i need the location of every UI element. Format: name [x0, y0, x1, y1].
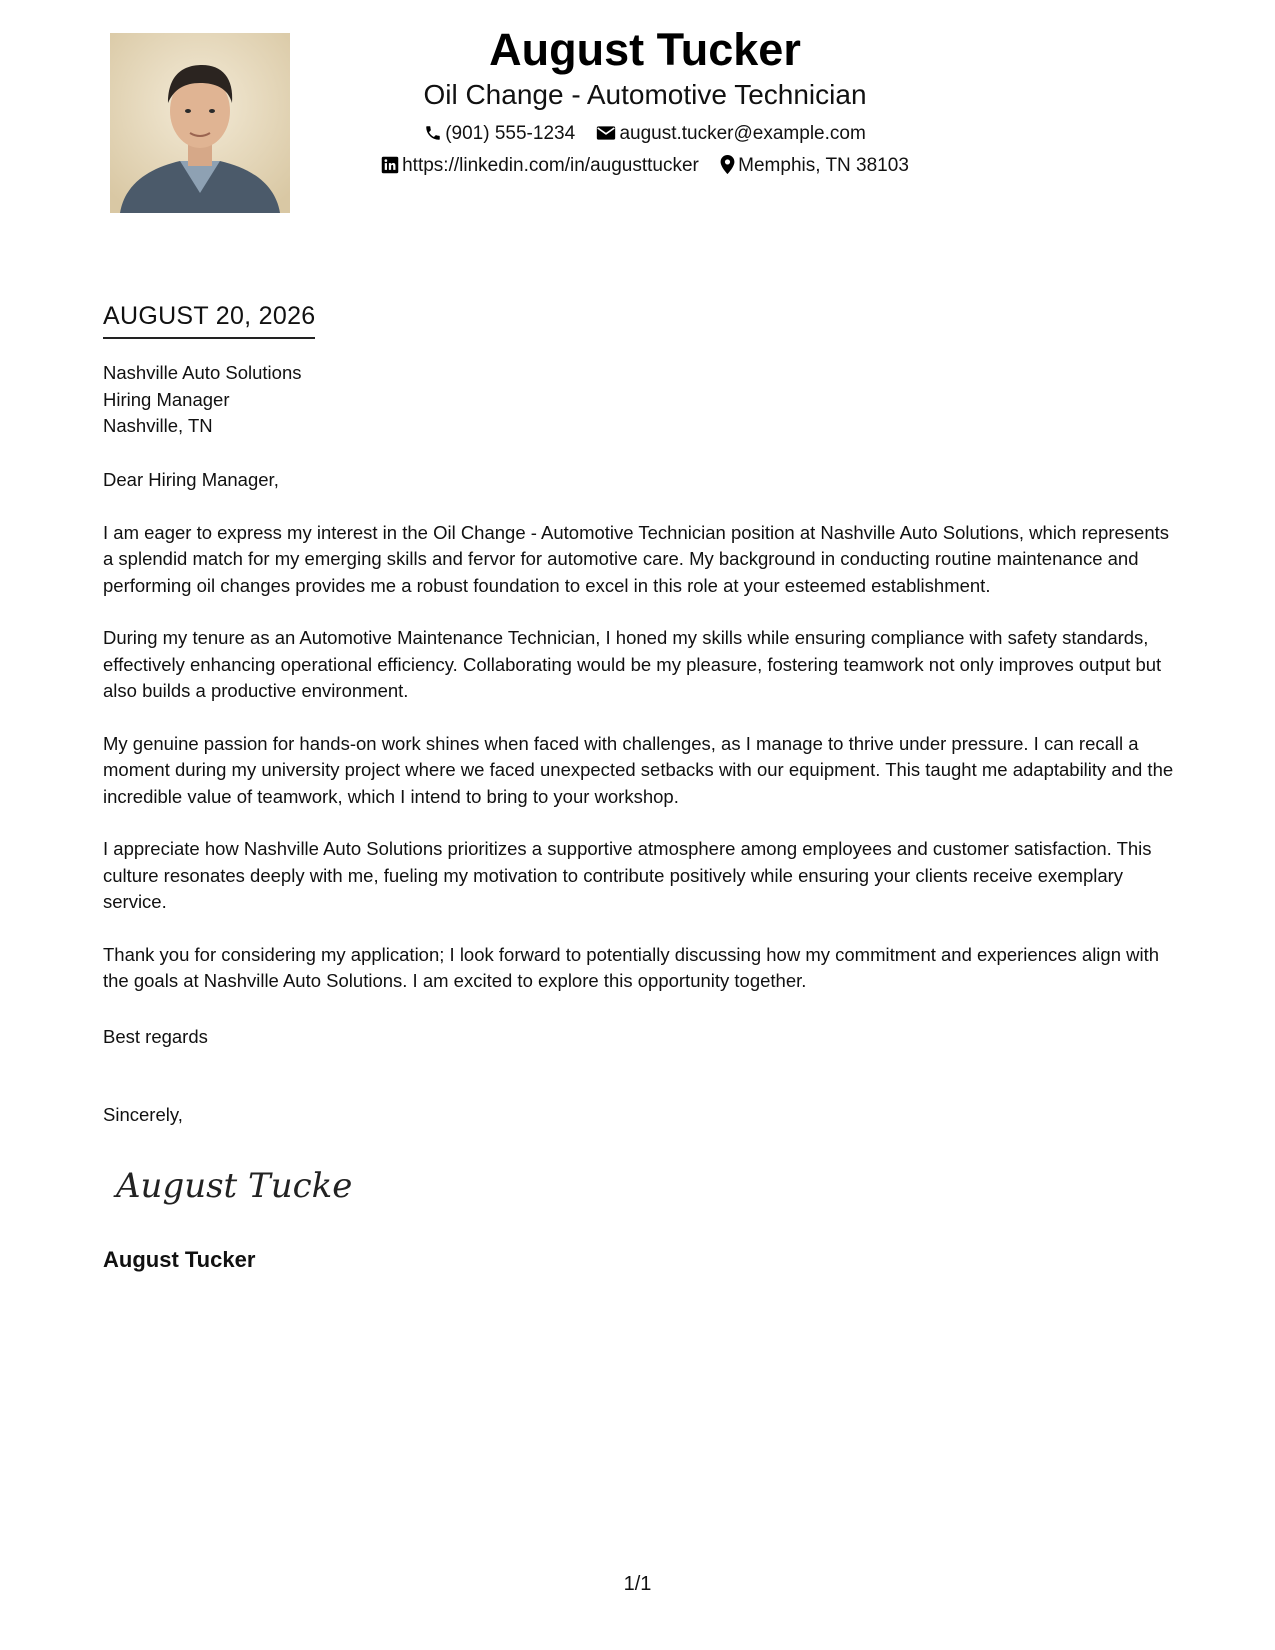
salutation: Dear Hiring Manager,: [103, 469, 279, 490]
contact-phone: [424, 118, 575, 150]
body-paragraph: My genuine passion for hands-on work shines when faced with challenges, as I manage to thrive under pressure. I can recall a moment during my university project where we faced unexpected setbacks with our equipment. This taught me adaptability and the incredible value of teamwork, which I intend to bring to your workshop.: [103, 732, 1174, 807]
body-paragraph: During my tenure as an Automotive Maintenance Technician, I honed my skills while ensuring compliance with safety standards, effectively enhancing operational efficiency. Collaborating would be my pleasure, fostering teamwork not only improves output but also builds a productive environment.: [103, 627, 1162, 701]
handwritten-signature: [112, 1155, 352, 1215]
contact-email[interactable]: [596, 118, 865, 150]
recipient-block: [103, 360, 301, 440]
body-paragraph: Thank you for considering my application; I look forward to potentially discussing how my commitment and experiences align with the goals at Nashville Auto Solutions. I am excited to explore this opportunity together.: [103, 943, 1160, 991]
phone-icon: [424, 124, 442, 142]
recipient-role: Hiring Manager: [103, 388, 230, 410]
linkedin-text[interactable]: https://linkedin.com/in/augusttucker: [402, 155, 699, 177]
letter-header: [330, 22, 960, 182]
location-text: Memphis, TN 38103: [738, 155, 909, 177]
contact-location: [720, 150, 909, 182]
contact-line-1: [330, 118, 960, 150]
contact-linkedin[interactable]: [381, 150, 699, 182]
map-pin-icon: [720, 155, 735, 174]
contact-line-2: [330, 150, 960, 182]
applicant-name: August Tucker: [489, 24, 801, 75]
job-title: Oil Change - Automotive Technician: [423, 79, 867, 110]
phone-text: (901) 555-1234: [445, 123, 576, 144]
recipient-location: Nashville, TN: [103, 415, 213, 436]
body-paragraph: I am eager to express my interest in the Oil Change - Automotive Technician position at Nashville Auto Solutions, which represents a splendid match for my emerging skills and fervor for automotive care. My background in conducting routine maintenance and performing oil changes provides me a robust foundation to excel in this role at your esteemed establishment.: [103, 521, 1170, 596]
email-text[interactable]: august.tucker@example.com: [619, 123, 866, 144]
page-number: 1/1: [623, 1573, 652, 1595]
letter-body: [103, 467, 1183, 1021]
envelope-icon: [596, 124, 616, 142]
sign-off: Sincerely,: [103, 1104, 183, 1125]
recipient-company: Nashville Auto Solutions: [103, 362, 302, 383]
signature-script: August Tucker: [116, 1166, 352, 1206]
profile-photo: [110, 33, 290, 213]
body-paragraph: I appreciate how Nashville Auto Solutions prioritizes a supportive atmosphere among employees and customer satisfaction. This culture resonates deeply with me, fueling my motivation to contribute positively while ensuring your clients receive exemplary service.: [103, 838, 1152, 912]
signature-name: August Tucker: [103, 1247, 256, 1272]
linkedin-icon: [381, 156, 399, 174]
closing-line: Best regards: [103, 1026, 208, 1047]
letter-date: AUGUST 20, 2026: [103, 298, 315, 339]
